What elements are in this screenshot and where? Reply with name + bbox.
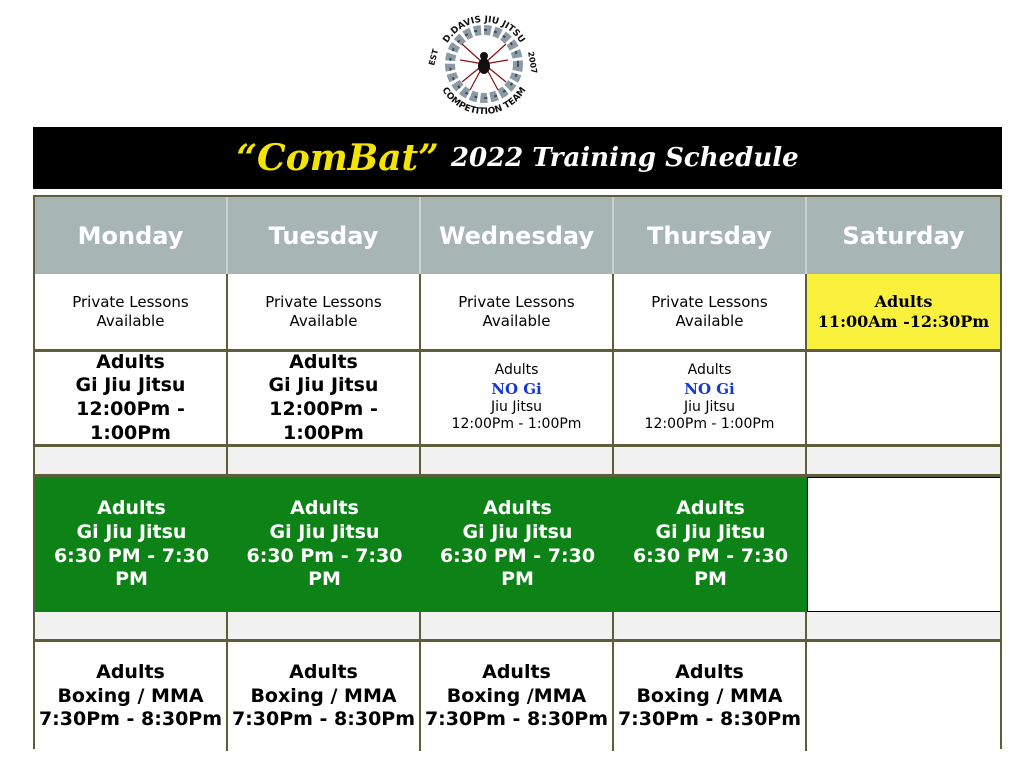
header-thursday: Thursday bbox=[614, 197, 807, 274]
cell-line: 7:30Pm - 8:30Pm bbox=[38, 708, 223, 731]
cell-line: Adults bbox=[483, 497, 552, 519]
cell-line: Adults bbox=[97, 497, 166, 519]
spacer-cell bbox=[807, 447, 1000, 477]
cell-line: Adults bbox=[96, 660, 165, 683]
private-lessons-wednesday bbox=[421, 274, 614, 352]
private-lessons-thursday bbox=[614, 274, 807, 352]
cell-line: Jiu Jitsu bbox=[490, 398, 543, 415]
evening-gi-tuesday bbox=[228, 477, 421, 612]
cell-line: Adults bbox=[289, 350, 358, 373]
private-lessons-monday bbox=[35, 274, 228, 352]
schedule-table bbox=[33, 195, 1002, 749]
header-wednesday: Wednesday bbox=[421, 197, 614, 274]
boxing-mma-thursday bbox=[614, 642, 807, 751]
empty-cell-saturday-boxing bbox=[807, 642, 1000, 751]
nogi-label: NO Gi bbox=[491, 379, 542, 398]
cell-line: 12:00Pm - 1:00Pm bbox=[451, 416, 582, 433]
cell-line: Gi Jiu Jitsu bbox=[268, 374, 379, 397]
evening-gi-monday bbox=[35, 477, 228, 612]
saturday-adults-class bbox=[807, 274, 1000, 352]
cell-line: 7:30Pm - 8:30Pm bbox=[231, 708, 416, 731]
boxing-mma-tuesday bbox=[228, 642, 421, 751]
cell-line: Available bbox=[675, 311, 744, 330]
evening-gi-thursday bbox=[614, 477, 807, 612]
cell-line: Available bbox=[482, 311, 551, 330]
cell-line: 6:30 Pm - 7:30 PM bbox=[246, 544, 403, 591]
cell-line: Adults bbox=[494, 362, 539, 379]
cell-line: Private Lessons bbox=[265, 292, 382, 311]
cell-line: Boxing /MMA bbox=[446, 684, 587, 707]
cell-line: Gi Jiu Jitsu bbox=[655, 520, 766, 543]
noon-nogi-wednesday bbox=[421, 352, 614, 447]
logo-left-text: EST bbox=[427, 48, 441, 67]
cell-line: Adults bbox=[96, 350, 165, 373]
cell-line: Adults bbox=[289, 660, 358, 683]
cell-line: Gi Jiu Jitsu bbox=[76, 520, 187, 543]
cell-line: 12:00Pm - 1:00Pm bbox=[644, 416, 775, 433]
boxing-mma-monday bbox=[35, 642, 228, 751]
cell-line: Adults bbox=[482, 660, 551, 683]
boxing-mma-wednesday bbox=[421, 642, 614, 751]
logo bbox=[422, 4, 546, 120]
private-lessons-tuesday bbox=[228, 274, 421, 352]
cell-line: Gi Jiu Jitsu bbox=[462, 520, 573, 543]
logo-right-text: 2007 bbox=[526, 50, 539, 75]
cell-line: Private Lessons bbox=[651, 292, 768, 311]
cell-line: Available bbox=[96, 311, 165, 330]
empty-cell-saturday-evening bbox=[807, 477, 1000, 612]
spacer-cell bbox=[421, 612, 614, 642]
cell-line: Gi Jiu Jitsu bbox=[269, 520, 380, 543]
header-saturday: Saturday bbox=[807, 197, 1000, 274]
nogi-label: NO Gi bbox=[684, 379, 735, 398]
cell-line: Jiu Jitsu bbox=[683, 398, 736, 415]
cell-line: Adults bbox=[290, 497, 359, 519]
cell-line: Adults bbox=[687, 362, 732, 379]
noon-gi-monday bbox=[35, 352, 228, 447]
cell-line: 12:00Pm - 1:00Pm bbox=[76, 398, 185, 444]
schedule-title: 2022 Training Schedule bbox=[450, 143, 799, 173]
schedule-title-banner bbox=[33, 127, 1002, 189]
spacer-cell bbox=[421, 447, 614, 477]
spacer-cell bbox=[35, 447, 228, 477]
spacer-cell bbox=[614, 612, 807, 642]
spacer-cell bbox=[807, 612, 1000, 642]
program-name: “ComBat” bbox=[236, 137, 439, 179]
spacer-cell bbox=[35, 612, 228, 642]
cell-line: Adults bbox=[676, 497, 745, 519]
cell-line: 6:30 PM - 7:30 PM bbox=[439, 544, 596, 591]
cell-line: 7:30Pm - 8:30Pm bbox=[617, 708, 802, 731]
cell-line: Adults bbox=[675, 660, 744, 683]
noon-nogi-thursday bbox=[614, 352, 807, 447]
empty-cell-saturday-noon bbox=[807, 352, 1000, 447]
noon-gi-tuesday bbox=[228, 352, 421, 447]
cell-line: Available bbox=[289, 311, 358, 330]
header-monday: Monday bbox=[35, 197, 228, 274]
evening-gi-wednesday bbox=[421, 477, 614, 612]
cell-line: Adults bbox=[874, 291, 933, 311]
cell-line: Boxing / MMA bbox=[57, 684, 204, 707]
spacer-cell bbox=[614, 447, 807, 477]
cell-line: 7:30Pm - 8:30Pm bbox=[424, 708, 609, 731]
cell-line: Gi Jiu Jitsu bbox=[75, 374, 186, 397]
logo-top-text: D.DAVIS JIU JITSU bbox=[441, 14, 527, 45]
cell-line: Private Lessons bbox=[458, 292, 575, 311]
cell-line: Private Lessons bbox=[72, 292, 189, 311]
cell-line: 12:00Pm - 1:00Pm bbox=[269, 398, 378, 444]
cell-line: 6:30 PM - 7:30 PM bbox=[632, 544, 789, 591]
logo-bottom-text: COMPETITION TEAM bbox=[439, 85, 529, 118]
spacer-cell bbox=[228, 447, 421, 477]
cell-line: Boxing / MMA bbox=[636, 684, 783, 707]
cell-line: 6:30 PM - 7:30 PM bbox=[53, 544, 210, 591]
cell-line: Boxing / MMA bbox=[250, 684, 397, 707]
header-tuesday: Tuesday bbox=[228, 197, 421, 274]
cell-line: 11:00Am -12:30Pm bbox=[817, 311, 990, 331]
spacer-cell bbox=[228, 612, 421, 642]
